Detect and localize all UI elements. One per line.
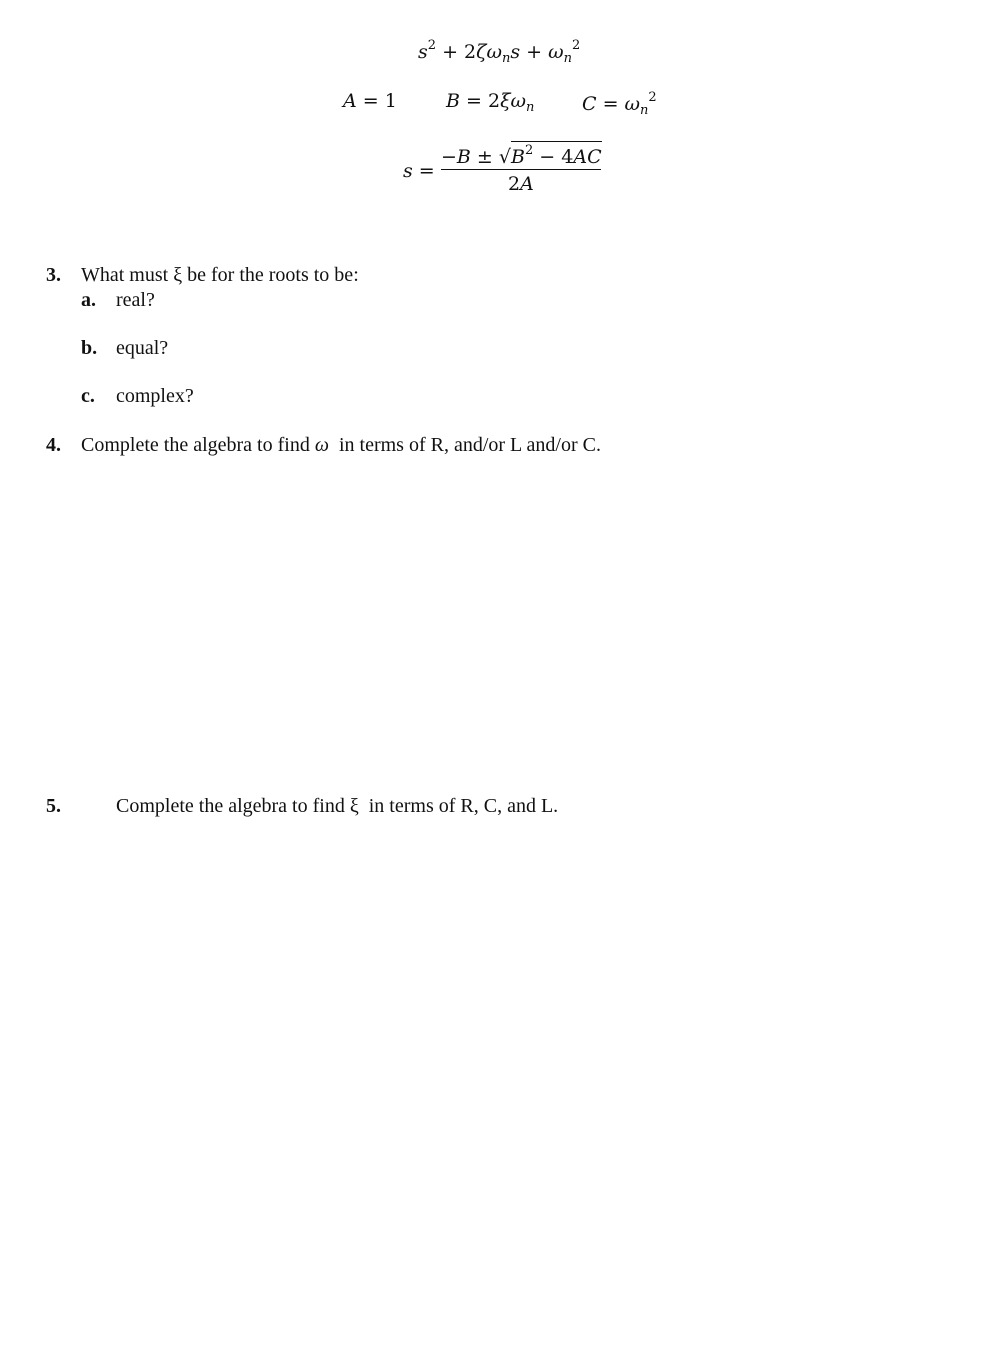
s-variable: s xyxy=(510,41,521,63)
s-term: s xyxy=(418,41,428,63)
question-5 xyxy=(46,795,558,818)
part-letter: b. xyxy=(81,337,98,359)
b-exponent: 2 xyxy=(524,143,534,158)
part-letter: a. xyxy=(81,289,96,311)
question-3b xyxy=(81,337,168,360)
characteristic-polynomial xyxy=(418,38,580,66)
omega-symbol-2: ω xyxy=(548,41,564,63)
s-exponent: 2 xyxy=(427,38,437,53)
part-text: real? xyxy=(116,289,155,311)
minus-b: −B xyxy=(441,146,471,168)
part-text: complex? xyxy=(116,385,194,407)
minus-four: − 4 xyxy=(533,146,574,168)
question-number: 5. xyxy=(46,795,61,817)
question-4 xyxy=(46,434,601,457)
xi-symbol: ξ xyxy=(500,90,511,112)
quadratic-denominator xyxy=(508,173,534,195)
omega-symbol: ω xyxy=(624,93,641,115)
b-equals-two: = 2 xyxy=(459,90,501,112)
a-symbol: A xyxy=(520,173,534,195)
question-3a xyxy=(81,289,155,312)
radicand xyxy=(511,141,602,168)
question-3 xyxy=(46,264,359,287)
a-symbol: A xyxy=(343,90,357,112)
n-subscript: n xyxy=(501,51,511,66)
n-subscript: n xyxy=(640,103,649,118)
omega-symbol: ω xyxy=(510,90,527,112)
omega-symbol: ω xyxy=(486,41,502,63)
n-subscript-2: n xyxy=(563,51,572,66)
coefficient-a xyxy=(343,90,397,112)
plus-sign: + xyxy=(520,41,549,63)
omega-exponent: 2 xyxy=(571,38,581,53)
equals-sign: = xyxy=(412,160,435,182)
ac-symbol: AC xyxy=(573,146,602,168)
coefficient-b xyxy=(446,90,534,115)
part-text: equal? xyxy=(116,337,169,359)
a-value: = 1 xyxy=(356,90,397,112)
b-symbol: B xyxy=(446,90,460,112)
question-text-before: Complete the algebra to find xyxy=(81,434,315,456)
part-letter: c. xyxy=(81,385,95,407)
two: 2 xyxy=(508,173,521,195)
zeta-symbol: ζ xyxy=(476,41,487,63)
omega-exponent: 2 xyxy=(648,90,657,105)
omega-symbol: ω xyxy=(314,434,329,456)
n-subscript: n xyxy=(526,100,535,115)
square-root-icon: √ xyxy=(498,146,511,168)
question-text-after: in terms of R, and/or L and/or C. xyxy=(328,434,601,456)
b-symbol: B xyxy=(511,146,525,168)
coefficient-c xyxy=(582,90,657,118)
s-symbol: s xyxy=(403,160,413,182)
plus-two: + 2 xyxy=(436,41,477,63)
quadratic-lhs xyxy=(403,160,435,182)
c-equals: = xyxy=(596,93,625,115)
question-text: Complete the algebra to find ξ in terms of R, C, and L. xyxy=(116,795,559,817)
question-number: 4. xyxy=(46,434,61,456)
c-symbol: C xyxy=(582,93,597,115)
quadratic-numerator xyxy=(441,141,602,168)
question-number: 3. xyxy=(46,264,61,286)
question-text: What must ξ be for the roots to be: xyxy=(81,264,359,286)
fraction-bar xyxy=(441,169,601,170)
question-3c xyxy=(81,385,194,408)
plus-minus-sign: ± xyxy=(470,146,499,168)
